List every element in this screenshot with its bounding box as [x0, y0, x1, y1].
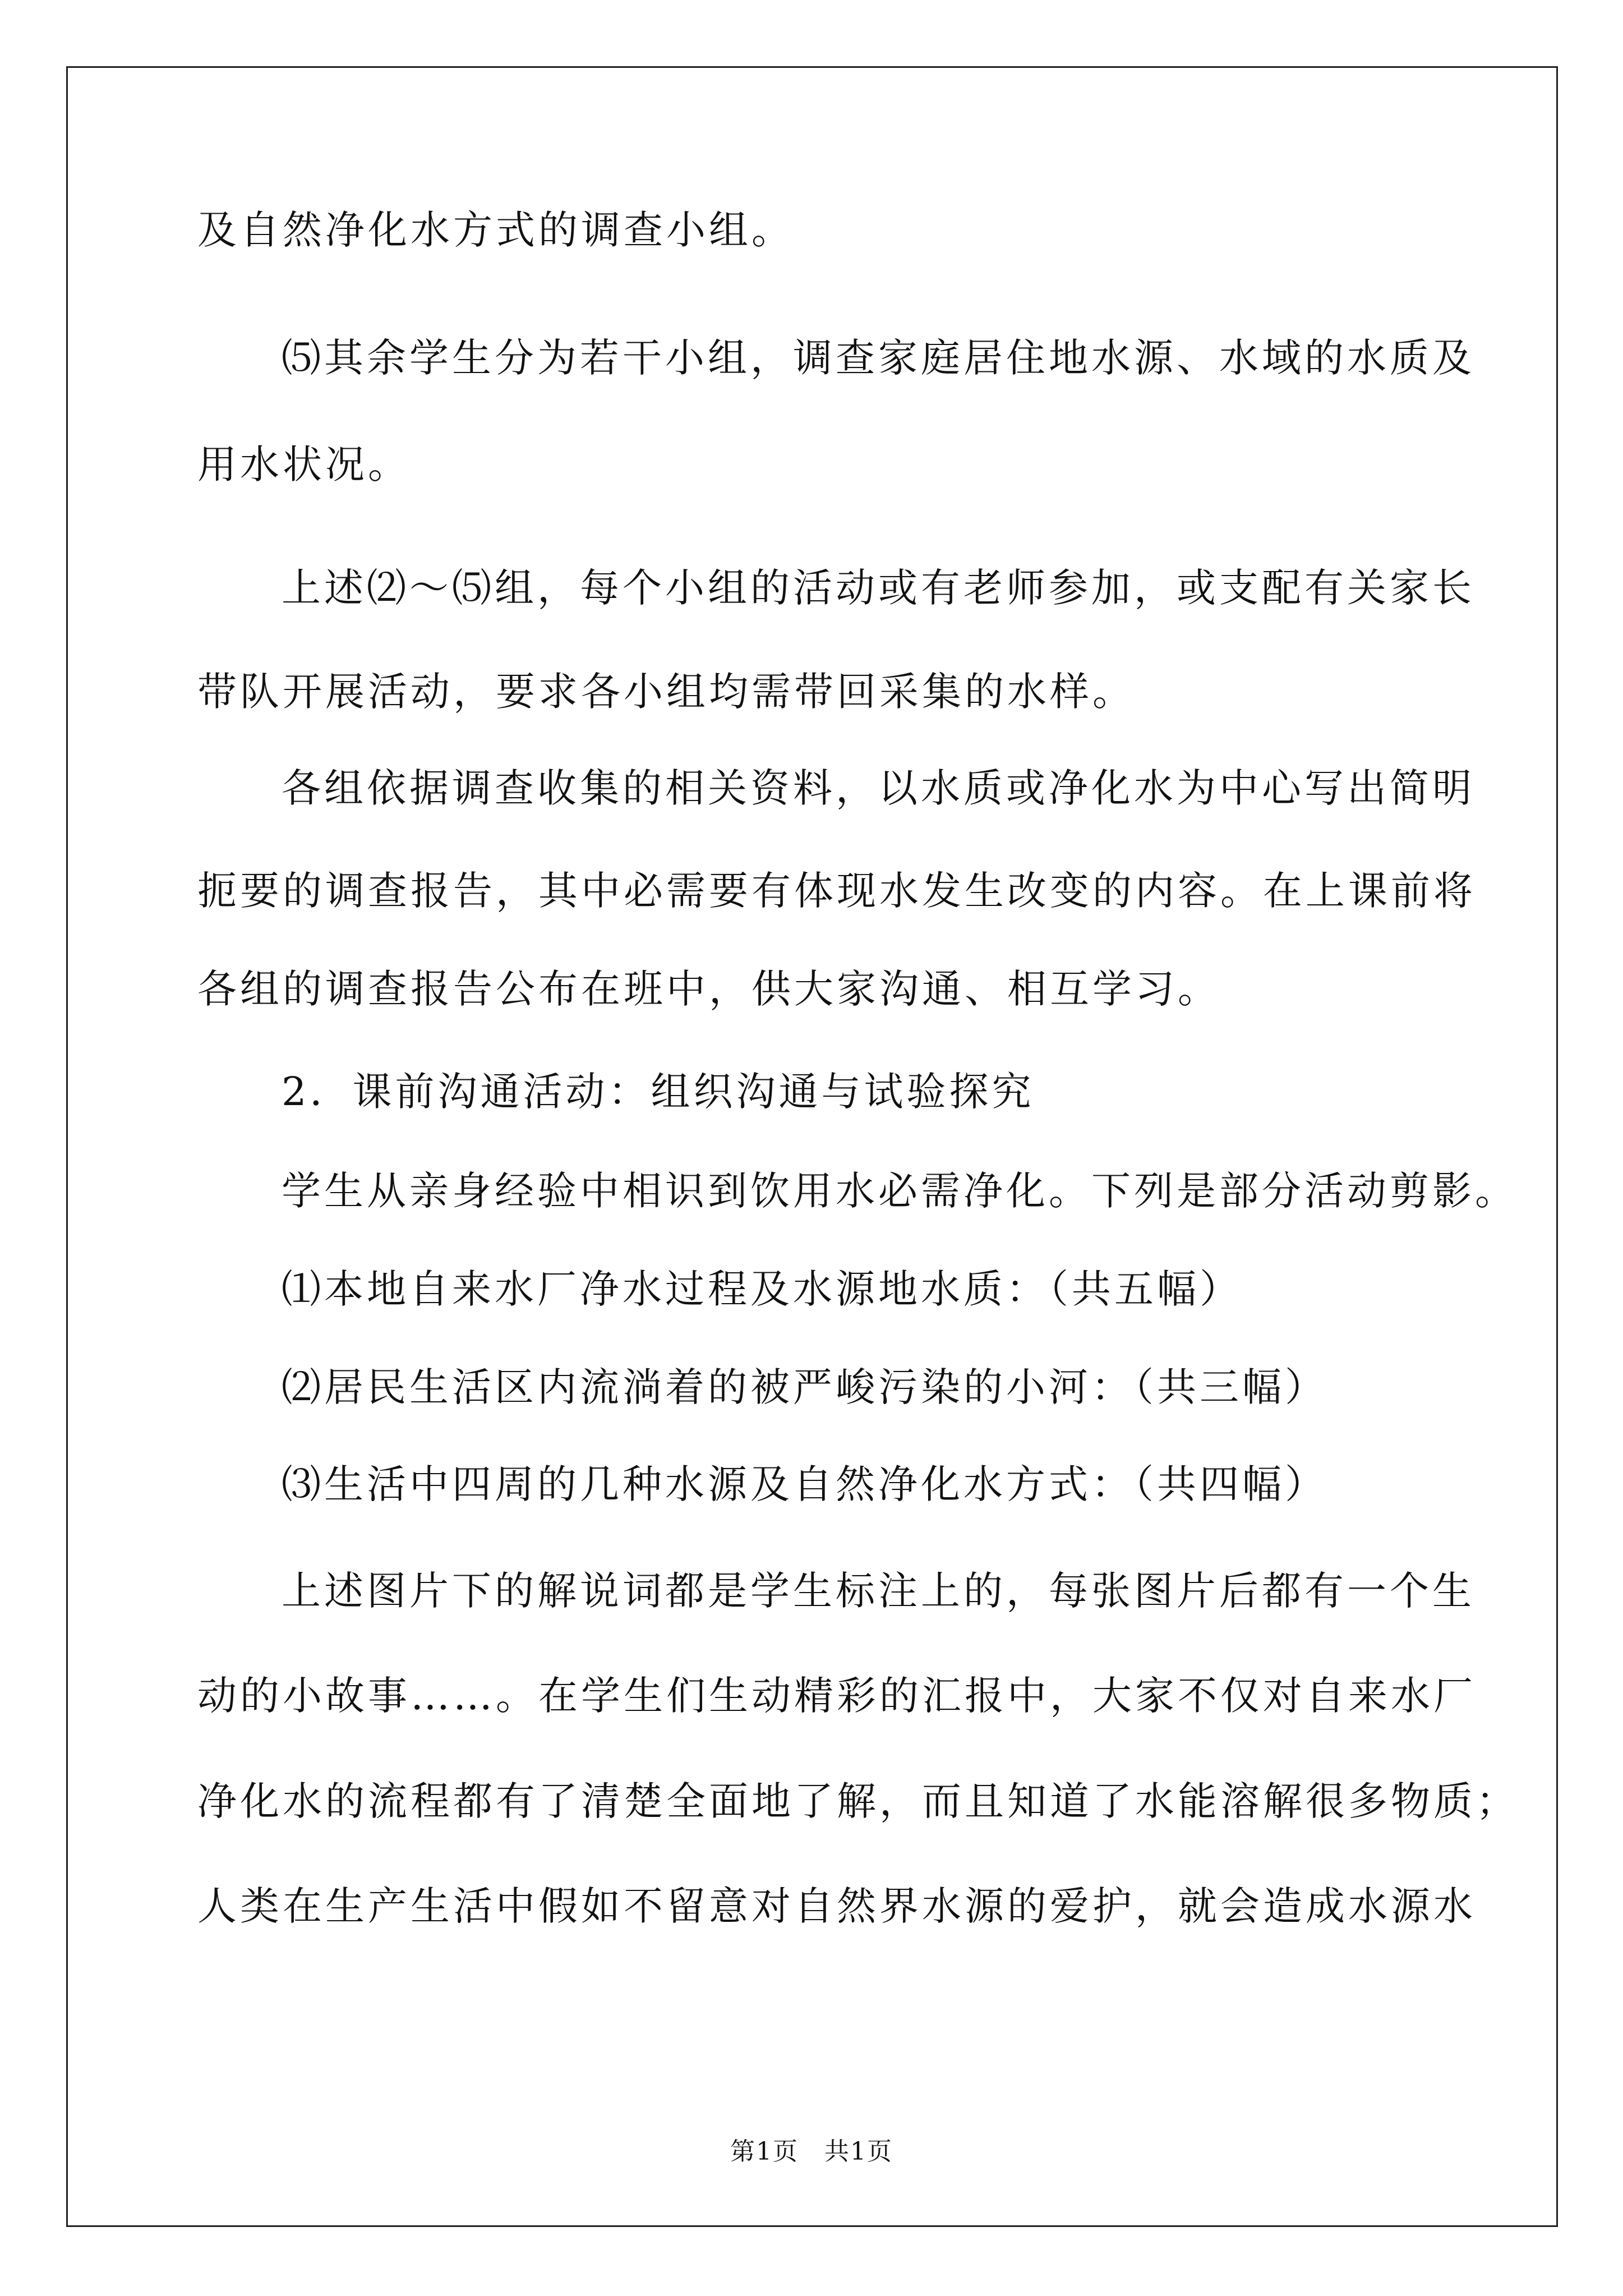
- text-line: ⑸其余学生分为若干小组，调查家庭居住地水源、水域的水质及: [282, 335, 1475, 381]
- text-line: 各组的调查报告公布在班中，供大家沟通、相互学习。: [197, 966, 1220, 1012]
- text-line: 人类在生产生活中假如不留意对自然界水源的爱护，就会造成水源水: [197, 1883, 1476, 1929]
- text-line: 2．课前沟通活动：组织沟通与试验探究: [282, 1069, 1035, 1115]
- text-line: 学生从亲身经验中相识到饮用水必需净化。下列是部分活动剪影。: [282, 1168, 1518, 1214]
- text-line: ⑶生活中四周的几种水源及自然净化水方式：（共四幅）: [282, 1461, 1327, 1507]
- text-line: 扼要的调查报告，其中必需要有体现水发生改变的内容。在上课前将: [197, 868, 1476, 914]
- text-line: ⑴本地自来水厂净水过程及水源地水质：（共五幅）: [282, 1266, 1242, 1312]
- text-line: 动的小故事……。在学生们生动精彩的汇报中，大家不仅对自来水厂: [197, 1673, 1476, 1719]
- text-line: 用水状况。: [197, 441, 411, 487]
- text-line: 各组依据调查收集的相关资料，以水质或净化水为中心写出简明: [282, 765, 1475, 811]
- text-line: 上述⑵～⑸组，每个小组的活动或有老师参加，或支配有关家长: [282, 565, 1475, 611]
- page-footer: 第1页 共1页: [730, 2137, 893, 2166]
- text-line: 带队开展活动，要求各小组均需带回采集的水样。: [197, 669, 1135, 715]
- text-line: 及自然净化水方式的调查小组。: [197, 207, 794, 253]
- text-line: 净化水的流程都有了清楚全面地了解，而且知道了水能溶解很多物质；: [197, 1778, 1519, 1824]
- text-line: 上述图片下的解说词都是学生标注上的，每张图片后都有一个生: [282, 1568, 1475, 1614]
- text-line: ⑵居民生活区内流淌着的被严峻污染的小河：（共三幅）: [282, 1364, 1327, 1410]
